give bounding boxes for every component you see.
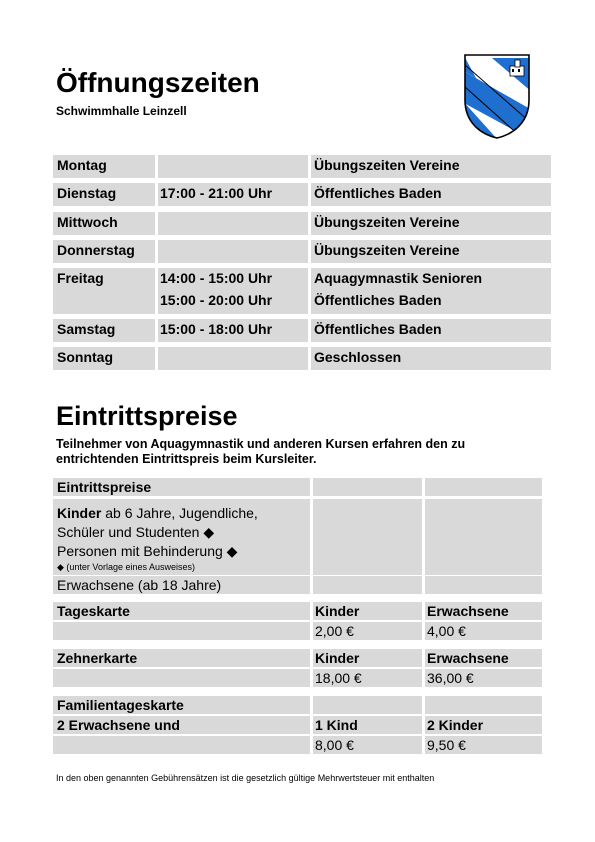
activity-label: Öffentliches Baden <box>314 292 442 308</box>
column-divider <box>155 183 158 206</box>
activity-label: Übungszeiten Vereine <box>314 214 460 230</box>
intro-text: Teilnehmer von Aquagymnastik und anderen Kursen erfahren den zu entrichtenden Eintrittspreis beim Kursleiter. <box>56 437 466 466</box>
table-cell <box>425 478 542 496</box>
hours-row <box>53 347 551 370</box>
column-divider <box>155 212 158 235</box>
tageskarte-label: Tageskarte <box>57 603 130 619</box>
table-cell <box>425 576 542 594</box>
familie-price-1kind: 8,00 € <box>315 737 354 753</box>
category-disabled: Personen mit Behinderung ◆ <box>57 543 238 559</box>
familie-col-2kinder: 2 Kinder <box>427 717 484 733</box>
zehnerkarte-col-kinder: Kinder <box>315 650 360 666</box>
zehnerkarte-col-erwachsene: Erwachsene <box>427 650 509 666</box>
table-cell <box>313 478 422 496</box>
column-divider <box>308 347 311 370</box>
column-divider <box>308 155 311 178</box>
column-divider <box>155 268 158 314</box>
time-range: 15:00 - 18:00 Uhr <box>160 321 273 337</box>
column-divider <box>308 240 311 263</box>
table-cell <box>313 499 422 575</box>
day-label: Freitag <box>57 270 104 286</box>
category-students: Schüler und Studenten ◆ <box>57 524 215 540</box>
page-subtitle: Schwimmhalle Leinzell <box>56 104 187 118</box>
tageskarte-col-erwachsene: Erwachsene <box>427 603 509 619</box>
kinder-detail: ab 6 Jahre, Jugendliche, <box>101 505 258 521</box>
table-cell <box>425 499 542 575</box>
tageskarte-col-kinder: Kinder <box>315 603 360 619</box>
day-label: Dienstag <box>57 185 117 201</box>
tageskarte-price-erwachsene: 4,00 € <box>427 623 466 639</box>
category-adults: Erwachsene (ab 18 Jahre) <box>57 577 222 593</box>
section-title: Eintrittspreise <box>56 401 238 431</box>
day-label: Mittwoch <box>57 214 118 230</box>
footer-note: In den oben genannten Gebührensätzen ist die gesetzlich gültige Mehrwertsteuer mit enthalten <box>56 773 435 783</box>
coat-of-arms-icon <box>462 52 532 140</box>
day-label: Donnerstag <box>57 242 135 258</box>
page-title: Öffnungszeiten <box>56 67 260 98</box>
table-cell <box>53 669 310 687</box>
activity-label: Geschlossen <box>314 349 402 365</box>
table-cell <box>313 696 422 714</box>
activity-label: Öffentliches Baden <box>314 185 442 201</box>
zehnerkarte-price-erwachsene: 36,00 € <box>427 670 474 686</box>
hours-row <box>53 212 551 235</box>
table-cell <box>53 736 310 754</box>
table-cell <box>313 576 422 594</box>
day-label: Sonntag <box>57 349 113 365</box>
column-divider <box>155 240 158 263</box>
category-kinder <box>57 505 258 521</box>
time-range: 14:00 - 15:00 Uhr <box>160 270 273 286</box>
column-divider <box>308 183 311 206</box>
activity-label: Übungszeiten Vereine <box>314 242 460 258</box>
day-label: Montag <box>57 157 107 173</box>
hours-row <box>53 155 551 178</box>
column-divider <box>308 212 311 235</box>
column-divider <box>155 347 158 370</box>
hours-row <box>53 268 551 314</box>
familie-col-1kind: 1 Kind <box>315 717 358 733</box>
column-divider <box>308 319 311 342</box>
column-divider <box>308 268 311 314</box>
column-divider <box>155 319 158 342</box>
zehnerkarte-label: Zehnerkarte <box>57 650 138 666</box>
table-cell <box>53 622 310 640</box>
hours-row <box>53 183 551 206</box>
table-cell <box>425 696 542 714</box>
kinder-label: Kinder <box>57 505 102 521</box>
tageskarte-price-kinder: 2,00 € <box>315 623 354 639</box>
zehnerkarte-price-kinder: 18,00 € <box>315 670 362 686</box>
time-range: 15:00 - 20:00 Uhr <box>160 292 273 308</box>
price-table-header: Eintrittspreise <box>57 479 152 495</box>
activity-label: Übungszeiten Vereine <box>314 157 460 173</box>
activity-label: Öffentliches Baden <box>314 321 442 337</box>
hours-row <box>53 240 551 263</box>
familie-label: Familientageskarte <box>57 697 184 713</box>
familie-price-2kinder: 9,50 € <box>427 737 466 753</box>
activity-label: Aquagymnastik Senioren <box>314 270 483 286</box>
column-divider <box>155 155 158 178</box>
id-note: ◆ (unter Vorlage eines Ausweises) <box>57 562 195 572</box>
hours-row <box>53 319 551 342</box>
time-range: 17:00 - 21:00 Uhr <box>160 185 273 201</box>
familie-sub: 2 Erwachsene und <box>57 717 180 733</box>
day-label: Samstag <box>57 321 116 337</box>
